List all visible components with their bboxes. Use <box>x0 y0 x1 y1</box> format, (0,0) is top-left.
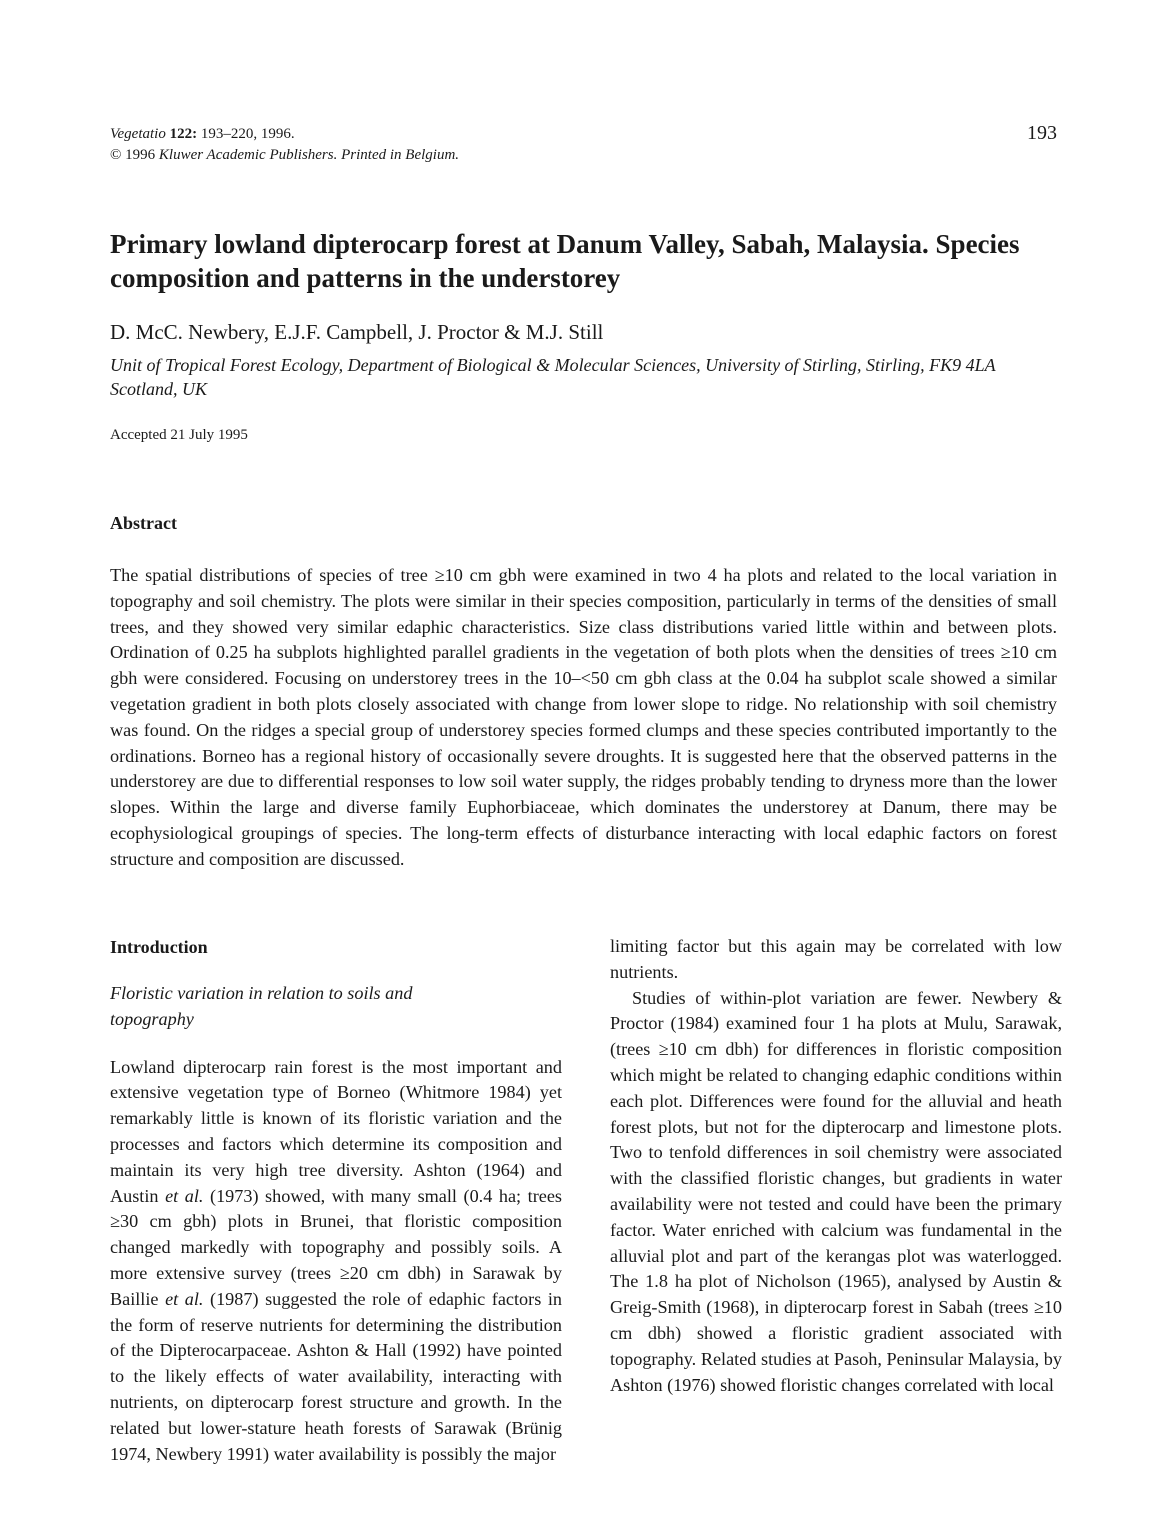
journal-citation <box>110 124 459 166</box>
intro-p1-etal-2: et al. <box>165 1288 204 1309</box>
copyright-year: 1996 <box>125 147 156 163</box>
journal-name: Vegetatio <box>110 126 166 142</box>
introduction-heading: Introduction <box>110 937 208 957</box>
publisher: Kluwer Academic Publishers. <box>158 147 338 163</box>
copyright-symbol: © <box>110 147 122 163</box>
intro-paragraph-2: Studies of within-plot variation are fewer. Newbery & Proctor (1984) examined four 1 ha plots at Mulu, Sarawak, (trees ≥10 cm dbh) for differences in floristic composition which might be related to changing edaphic conditions within each plot. Differences were found for the alluvial and heath forest plots, but not for the dipterocarp and limestone plots. Two to tenfold differences in soil chemistry were associated with the classified floristic changes, but gradients in water availability were not tested and could have been the primary factor. Water enriched with calcium was fundamental in the alluvial plot and part of the kerangas plot was waterlogged. The 1.8 ha plot of Nicholson (1965), analysed by Austin & Greig-Smith (1968), in dipterocarp forest in Sabah (trees ≥10 cm dbh) showed a floristic gradient associated with topography. Related studies at Pasoh, Peninsular Malaysia, by Ashton (1976) showed floristic changes correlated with local <box>610 987 1062 1395</box>
journal-volume: 122: <box>169 126 198 142</box>
column-right <box>610 934 1062 1398</box>
intro-p1-part-c: (1987) suggested the role of edaphic factors in the form of reserve nutrients for determining the distribution of the Dipterocarpaceae. Ashton & Hall (1992) have pointed to the likely effects of water availability, interacting with nutrients, on dipterocarp forest structure and growth. In the related but lower-stature heath forests of Sarawak (Brünig 1974, Newbery 1991) water availability is possibly the major <box>110 1288 562 1464</box>
page-number: 193 <box>1027 122 1057 144</box>
introduction-subheading: Floristic variation in relation to soils and topography <box>110 983 413 1029</box>
journal-line-1 <box>110 124 459 145</box>
intro-paragraph-1-continued: limiting factor but this again may be correlated with low nutrients. <box>610 936 1062 982</box>
intro-p1-part-a: Lowland dipterocarp rain forest is the most important and extensive vegetation type of Borneo (Whitmore 1984) yet remarkably little is known of its floristic variation and the processes and factors which determine its composition and maintain its very high tree diversity. Ashton (1964) and Austin <box>110 1056 562 1206</box>
abstract-heading: Abstract <box>110 513 177 533</box>
authors: D. McC. Newbery, E.J.F. Campbell, J. Proctor & M.J. Still <box>110 320 604 344</box>
journal-line-2 <box>110 145 459 166</box>
journal-pages-year: 193–220, 1996. <box>200 126 295 142</box>
paper-title: Primary lowland dipterocarp forest at Danum Valley, Sabah, Malaysia. Species composition and patterns in the understorey <box>110 229 1020 293</box>
printed-in: Printed in Belgium. <box>341 147 460 163</box>
intro-p1-etal-1: et al. <box>165 1185 204 1206</box>
affiliation: Unit of Tropical Forest Ecology, Department of Biological & Molecular Sciences, University of Stirling, Stirling, FK9 4LA Scotland, UK <box>110 355 996 399</box>
intro-p1-part-b: (1973) showed, with many small (0.4 ha; trees ≥30 cm gbh) plots in Brunei, that floristic composition changed markedly with topography and possibly soils. A more extensive survey (trees ≥20 cm dbh) in Sarawak by Baillie <box>110 1185 562 1309</box>
accepted-date: Accepted 21 July 1995 <box>110 427 248 443</box>
abstract-text: The spatial distributions of species of tree ≥10 cm gbh were examined in two 4 ha plots and related to the local variation in topography and soil chemistry. The plots were similar in their species composition, particularly in terms of the densities of small trees, and they showed very similar edaphic characteristics. Size class distributions varied little within and between plots. Ordination of 0.25 ha subplots highlighted parallel gradients in the vegetation of both plots when the densities of trees ≥10 cm gbh were considered. Focusing on understorey trees in the 10–<50 cm gbh class at the 0.04 ha subplot scale showed a similar vegetation gradient in both plots closely associated with change from lower slope to ridge. No relationship with soil chemistry was found. On the ridges a special group of understorey species formed clumps and these species contributed importantly to the ordinations. Borneo has a regional history of occasionally severe droughts. It is suggested here that the observed patterns in the understorey are due to differential responses to low soil water supply, the ridges probably tending to dryness more than the lower slopes. Within the large and diverse family Euphorbiaceae, which dominates the understorey at Danum, there may be ecophysiological groupings of species. The long-term effects of disturbance interacting with local edaphic factors on forest structure and composition are discussed. <box>110 565 1057 869</box>
intro-paragraph-1 <box>110 1055 562 1468</box>
column-left <box>110 935 562 1467</box>
